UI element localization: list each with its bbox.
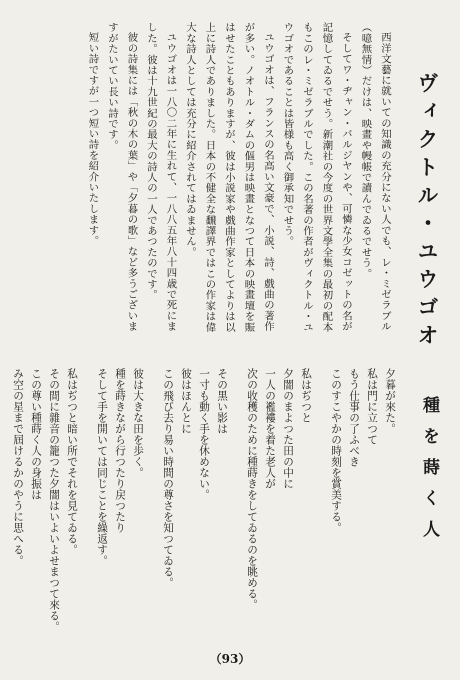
poem-line: 夕闇のまよつた田の中に [282, 368, 294, 489]
poem-line: その黒い影は [216, 368, 228, 434]
poem-body [9, 368, 399, 638]
poem-stanza [243, 368, 315, 638]
poem-line: 彼は大きな田を歩く。 [132, 368, 144, 478]
poem-line: み空の星まで屆けるかのやうに思へる。 [12, 368, 24, 566]
page-title: ヴィクトル・ユウゴオ [415, 72, 440, 352]
poem-line: 一人の襤褸を着た老人が [264, 368, 276, 489]
poem-line: もう仕事の了ふべき [348, 368, 360, 467]
poem-line: 私はぢつと暗い所でそれを見てゐる。 [66, 368, 78, 555]
intro-paragraph: ユウゴオは、フランスの名高い文豪で、小説、詩、戲曲の著作が多い。ノオトル・ダムの傴男は映畫となつて日本の映畫壇を賑はせたこともありますが、彼は小説家や戲曲作家としてよりは以上に詩人でありました。日本の不健全な飜譯界ではこの作家は偉大な詩人としては充分に紹介されてはゐません。 [184, 22, 274, 333]
poem-line: この飛び去り易い時間の尊さを知つてゐる。 [162, 368, 174, 588]
intro-paragraph: ユウゴオは一八〇二年に生れて、一八八五年八十四歳で死にました。彼は十九世紀の最大の詩人の一人であつたのです。 [145, 22, 177, 332]
poem-section [12, 368, 444, 638]
poem-line: 彼はほんとに [180, 368, 192, 434]
poem-line: このすこやかの時刻を賞美する。 [330, 368, 342, 533]
poem-title: 種を蒔く人 [419, 396, 439, 551]
poem-line: 種を蒔きながら行つたり戻つたり [114, 368, 126, 533]
poem-line: 一寸も動く手を休めない。 [198, 368, 210, 500]
intro-paragraph: そしてワ・ヂャン・バルジヤンや、可憐な少女コゼットの名が記憶してゐるでせう。新潮社の今度の世界文學全集の最初の配本もこのレ・ミゼラブルでした。この名著の作者がヴィクトル・ユウゴオであることは皆様も高く御承知でせう。 [281, 22, 352, 333]
poem-line: この尊い種蒔く人の身振は [30, 368, 42, 500]
poem-stanza [9, 368, 81, 638]
poem-line: 次の收穫のために種蒔きをしてゐるのを眺める。 [246, 368, 258, 610]
poem-line: 夕暮が來た。 [384, 368, 396, 434]
poem-line: そして手を開いては同じことを繰返す。 [96, 368, 108, 566]
intro-paragraph: 彼の詩集には「秋の木の葉」や「夕暮の歌」など多うございますがたいてい長い詩です。 [106, 22, 138, 332]
poem-stanza [327, 368, 399, 638]
poem-line: 私はぢつと [300, 368, 312, 423]
poem-line: その間に雜音の籠つた夕闇はいよいよせまつて來る。 [48, 368, 60, 632]
poem-stanza [159, 368, 231, 638]
poem-stanza [93, 368, 147, 638]
poem-line: 私は門に立つて [366, 368, 378, 445]
intro-paragraph: 短い詩ですが一つ短い詩を紹介いたします。 [86, 32, 99, 247]
page-number: （93） [209, 652, 251, 666]
intro-section [16, 22, 444, 352]
intro-text [82, 22, 394, 342]
intro-paragraph: 西洋文藝に就いての知識の充分にない人でも、レ・ミゼラブル（噫無情）だけは、映畫や幔帳で讀んでゐるでせう。 [359, 22, 391, 332]
